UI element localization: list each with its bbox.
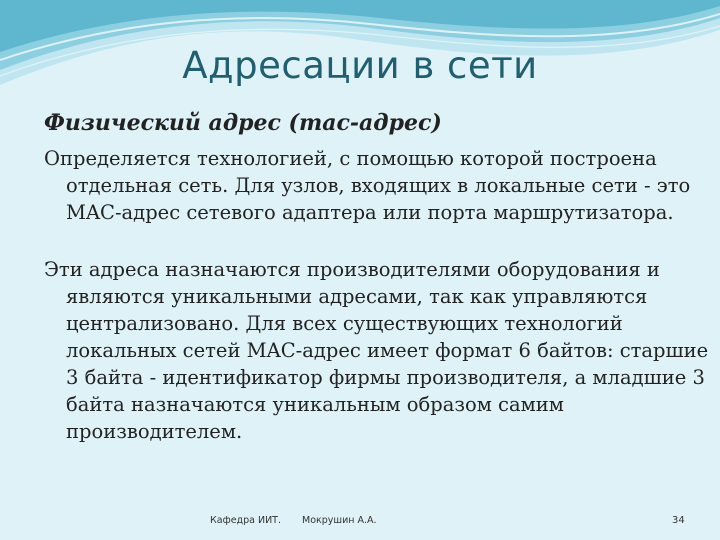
paragraph-mac-format: Эти адреса назначаются производителями оборудования и являются уникальными адресами, так как управляются централизовано. Для всех существующих технологий локальных сетей MAC-адрес имеет формат 6 байтов: старшие 3 байта - идентификатор фирмы производителя, а младшие 3 байта назначаются уникальным образом самим производителем. bbox=[44, 258, 709, 443]
footer-page-number: 34 bbox=[672, 515, 685, 526]
paragraph-definition: Определяется технологией, с помощью которой построена отдельная сеть. Для узлов, входящих в локальные сети - это MAC-адрес сетевого адаптера или порта маршрутизатора. bbox=[44, 147, 691, 224]
footer-department: Кафедра ИИТ. bbox=[210, 515, 282, 526]
footer-author: Мокрушин А.А. bbox=[302, 515, 377, 526]
slide-title: Адресации в сети bbox=[182, 44, 538, 87]
slide-subtitle: Физический адрес (mac-адрес) bbox=[44, 110, 442, 136]
